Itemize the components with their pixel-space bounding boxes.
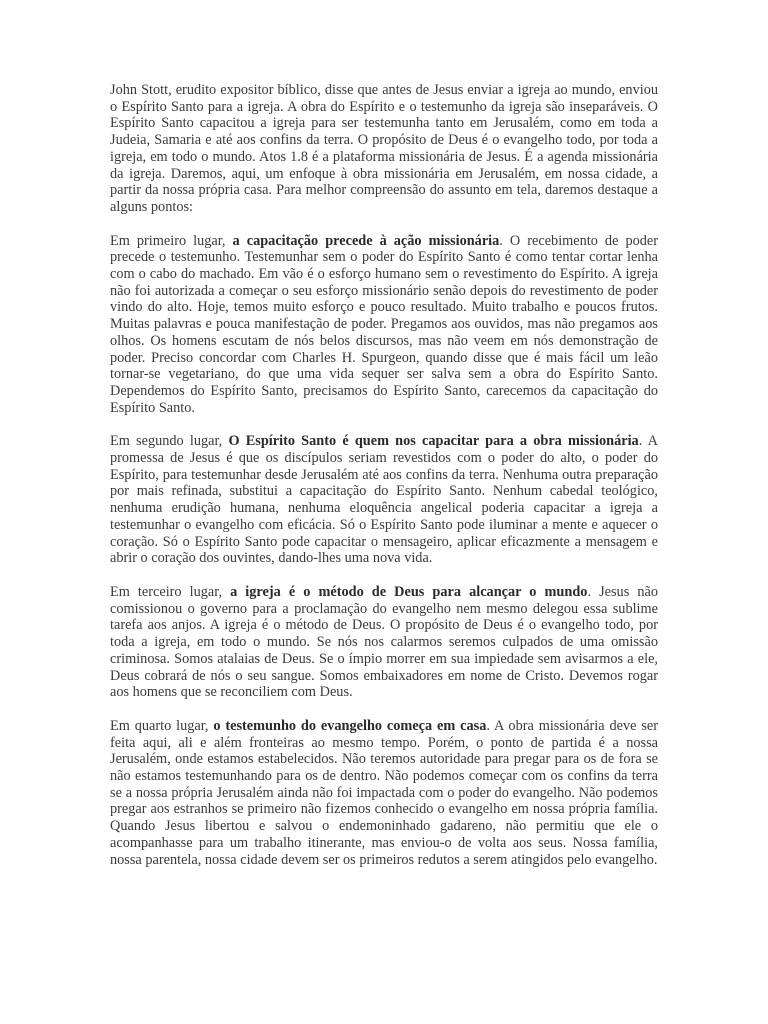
paragraph-first-point xyxy=(110,233,658,417)
document-body xyxy=(110,82,658,885)
paragraph-heading: a capacitação precede à ação missionária xyxy=(232,232,500,249)
paragraph-intro xyxy=(110,82,658,216)
paragraph-text: . Jesus não comissionou o governo para a proclamação do evangelho nem mesmo delegou essa sublime tarefa aos anjos. A igreja é o método de Deus. O propósito de Deus é o evangelho todo, por toda a igreja, em todo o mundo. Se nós nos calarmos seremos culpados de uma omissão criminosa. Somos atalaias de Deus. Se o ímpio morrer em sua impiedade sem avisarmos a ele, Deus cobrará de nós o seu sangue. Somos embaixadores em nome de Cristo. Devemos rogar aos homens que se reconciliem com Deus. xyxy=(110,583,658,701)
paragraph-text: John Stott, erudito expositor bíblico, disse que antes de Jesus enviar a igreja ao mundo, enviou o Espírito Santo para a igreja. A obra do Espírito e o testemunho da igreja são inseparáveis. O Espírito Santo capacitou a igreja para ser testemunha tanto em Jerusalém, como em toda a Judeia, Samaria e até aos confins da terra. O propósito de Deus é o evangelho todo, por toda a igreja, em todo o mundo. Atos 1.8 é a plataforma missionária de Jesus. É a agenda missionária da igreja. Daremos, aqui, um enfoque à obra missionária em Jerusalém, em nossa cidade, a partir da nossa própria casa. Para melhor compreensão do assunto em tela, daremos destaque a alguns pontos: xyxy=(110,82,658,215)
paragraph-text: . A obra missionária deve ser feita aqui, ali e além fronteiras ao mesmo tempo. Porém, o ponto de partida é a nossa Jerusalém, onde estamos estabelecidos. Não teremos autoridade para pregar para os de fora se não estamos testemunhando para os de dentro. Não podemos começar com os confins da terra se a nossa própria Jerusalém ainda não foi impactada com o poder do evangelho. Não podemos pregar aos estranhos se primeiro não fizemos conhecido o evangelho em nossa própria família. Quando Jesus libertou e salvou o endemoninhado gadareno, não permitiu que ele o acompanhasse para um trabalho itinerante, mas enviou-o de volta aos seus. Nossa família, nossa parentela, nossa cidade devem ser os primeiros redutos a serem atingidos pelo evangelho. xyxy=(110,717,659,868)
paragraph-heading: O Espírito Santo é quem nos capacitar para a obra missionária xyxy=(228,433,639,450)
paragraph-lead: Em segundo lugar, xyxy=(110,433,229,450)
paragraph-second-point xyxy=(110,433,658,567)
paragraph-lead: Em quarto lugar, xyxy=(110,717,214,734)
paragraph-text: . O recebimento de poder precede o testemunho. Testemunhar sem o poder do Espírito Santo é como tentar cortar lenha com o cabo do machado. Em vão é o esforço humano sem o revestimento do Espírito. A igreja não foi autorizada a começar o seu esforço missionário senão depois do revestimento de poder vindo do alto. Hoje, temos muito esforço e pouco resultado. Muito trabalho e poucos frutos. Muitas palavras e pouca manifestação de poder. Pregamos aos ouvidos, mas não pregamos aos olhos. Os homens escutam de nós belos discursos, mas não veem em nós demonstração de poder. Preciso concordar com Charles H. Spurgeon, quando disse que é mais fácil um leão tornar-se vegetariano, do que uma vida sequer ser salva sem a obra do Espírito Santo. Dependemos do Espírito Santo, precisamos do Espírito Santo, carecemos da capacitação do Espírito Santo. xyxy=(110,232,658,416)
paragraph-text: . A promessa de Jesus é que os discípulos seriam revestidos com o poder do alto, o poder do Espírito, para testemunhar desde Jerusalém até aos confins da terra. Nenhuma outra preparação por mais refinada, substitui a capacitação do Espírito Santo. Nenhum cabedal teológico, nenhuma erudição humana, nenhuma eloquência angelical poderia capacitar a igreja a testemunhar o evangelho com eficácia. Só o Espírito Santo pode iluminar a mente e aquecer o coração. Só o Espírito Santo pode capacitar o mensageiro, aplicar eficazmente a mensagem e abrir o coração dos ouvintes, dando-lhes uma nova vida. xyxy=(110,433,658,567)
paragraph-heading: a igreja é o método de Deus para alcançar o mundo xyxy=(230,583,588,600)
paragraph-lead: Em terceiro lugar, xyxy=(110,583,231,600)
paragraph-lead: Em primeiro lugar, xyxy=(110,232,233,249)
paragraph-third-point xyxy=(110,584,658,701)
paragraph-heading: o testemunho do evangelho começa em casa xyxy=(213,717,487,734)
paragraph-fourth-point xyxy=(110,718,658,868)
